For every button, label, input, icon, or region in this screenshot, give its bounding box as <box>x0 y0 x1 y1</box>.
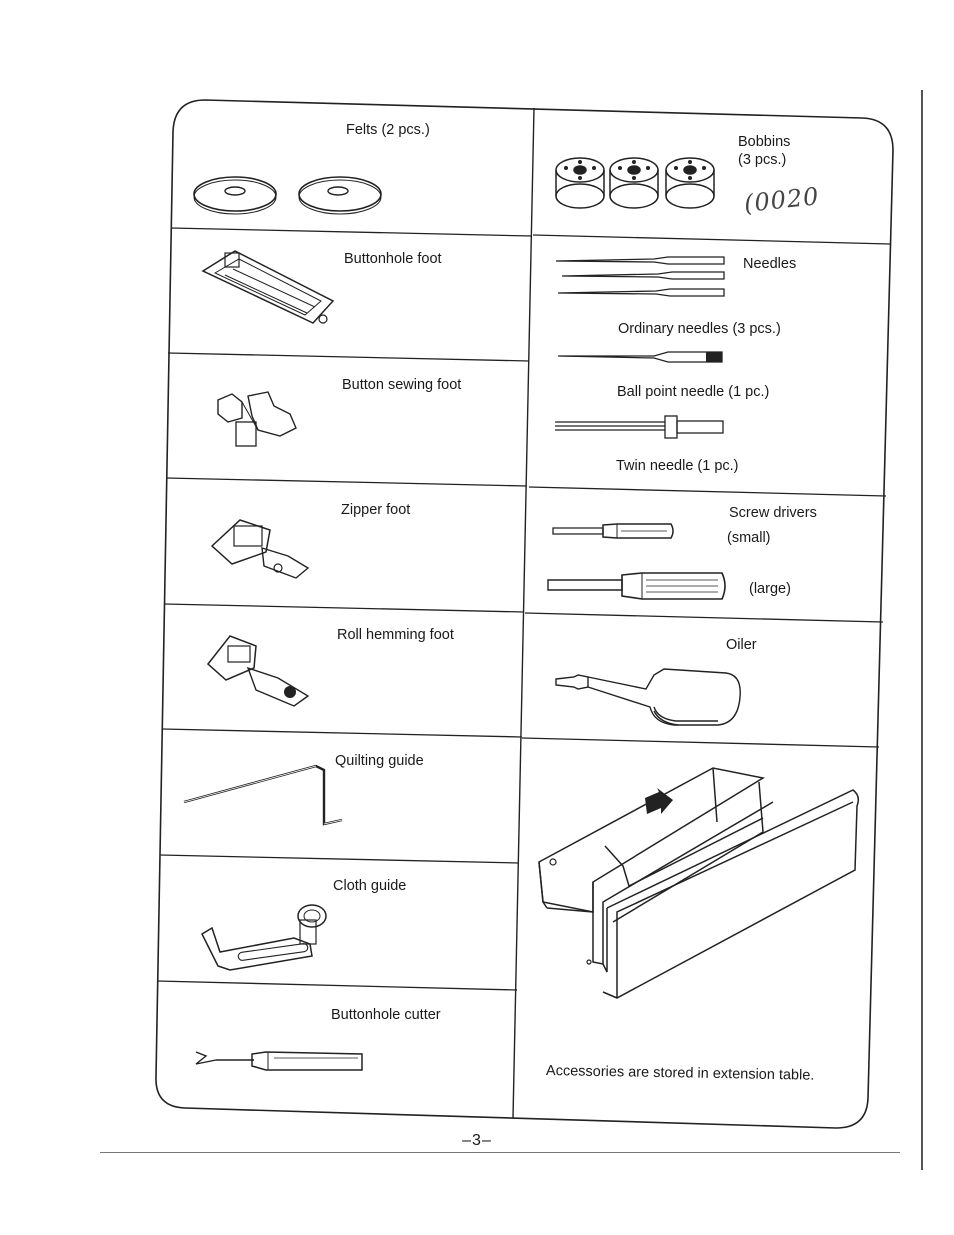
screw-driver-small-label: (small) <box>727 530 771 546</box>
oiler-illustration <box>554 665 746 731</box>
extension-table-illustration <box>533 762 863 1002</box>
bobbins-illustration <box>554 154 724 212</box>
quilting-guide-illustration <box>182 762 352 834</box>
large-screw-driver-illustration <box>546 570 728 602</box>
quilting-guide-label: Quilting guide <box>335 753 424 769</box>
cloth-guide-label: Cloth guide <box>333 878 407 894</box>
scan-bottom-shadow <box>100 1152 900 1153</box>
extension-table-note: Accessories are stored in extension table. <box>545 1063 815 1084</box>
button-sewing-foot-label: Button sewing foot <box>342 377 462 393</box>
zipper-foot-label: Zipper foot <box>341 502 411 518</box>
buttonhole-foot-label: Buttonhole foot <box>344 251 442 267</box>
ball-point-needle-illustration <box>556 348 726 366</box>
buttonhole-cutter-label: Buttonhole cutter <box>331 1007 441 1023</box>
screw-driver-large-label: (large) <box>749 581 791 597</box>
ordinary-needles-illustration <box>554 252 729 302</box>
buttonhole-foot-illustration <box>195 243 340 333</box>
needles-label: Needles <box>743 256 797 272</box>
scan-edge-mark <box>921 90 923 1170</box>
button-sewing-foot-illustration <box>212 388 302 453</box>
felts-label: Felts (2 pcs.) <box>346 122 430 138</box>
ball-point-needle-label: Ball point needle (1 pc.) <box>617 384 770 400</box>
cloth-guide-illustration <box>198 900 338 976</box>
zipper-foot-illustration <box>208 512 313 582</box>
twin-needle-label: Twin needle (1 pc.) <box>616 458 739 474</box>
felts-illustration <box>192 170 392 220</box>
bobbins-label: Bobbins (3 pcs.) <box>738 134 791 168</box>
roll-hemming-foot-illustration <box>204 630 312 708</box>
page-number: –3– <box>462 1132 492 1149</box>
roll-hemming-foot-label: Roll hemming foot <box>337 627 454 643</box>
oiler-label: Oiler <box>726 637 757 653</box>
twin-needle-illustration <box>553 412 728 442</box>
small-screw-driver-illustration <box>551 520 679 542</box>
handwritten-note: (0020 <box>742 182 821 218</box>
buttonhole-cutter-illustration <box>194 1042 369 1078</box>
ordinary-needles-label: Ordinary needles (3 pcs.) <box>618 321 781 337</box>
screw-drivers-label: Screw drivers <box>729 505 817 521</box>
